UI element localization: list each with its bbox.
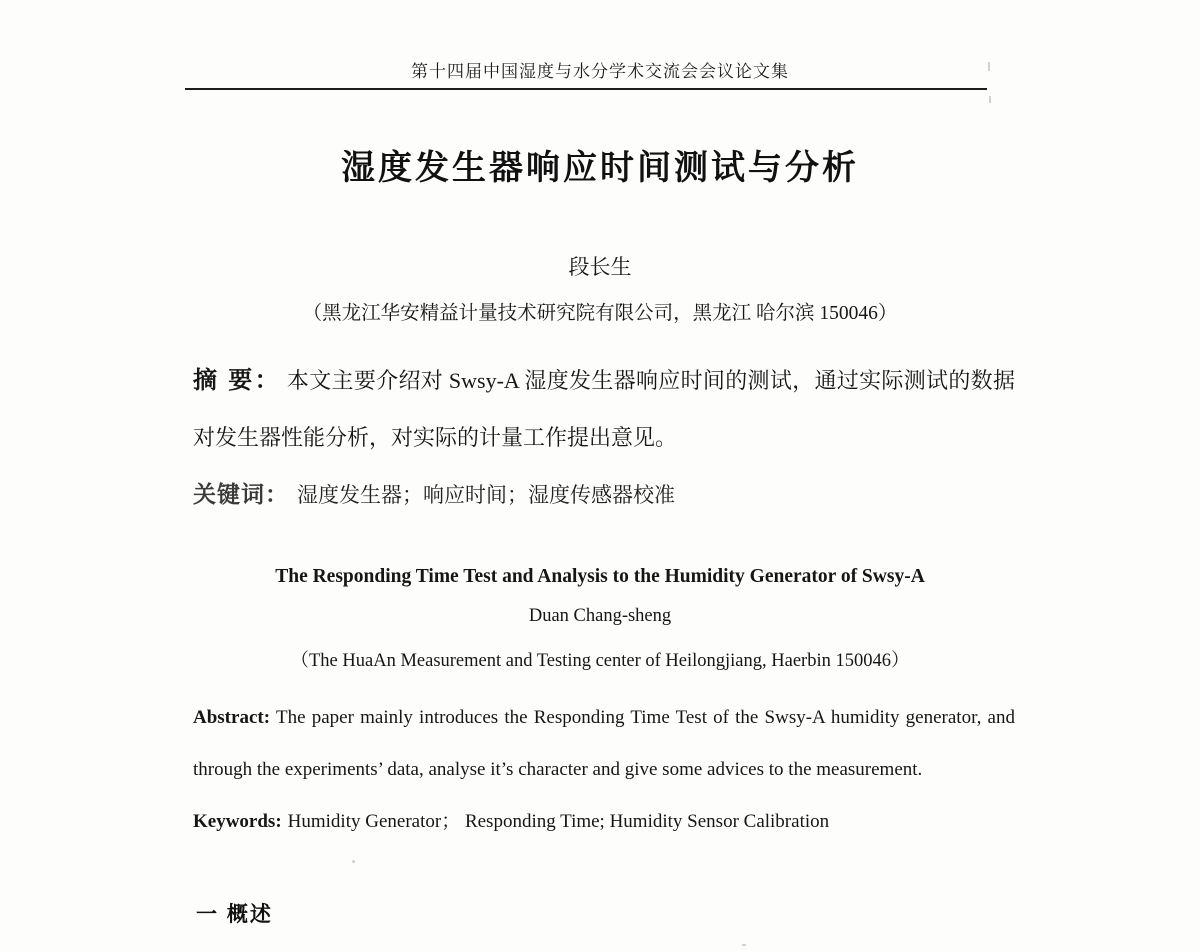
affiliation-english: （The HuaAn Measurement and Testing center of Heilongjiang, Haerbin 150046）	[290, 651, 910, 671]
keywords-english-label: Keywords:	[193, 811, 282, 832]
header-rule	[185, 88, 987, 90]
paper-title-chinese: 湿度发生器响应时间测试与分析	[341, 149, 859, 187]
keywords-english	[193, 796, 1015, 848]
abstract-english	[193, 692, 1015, 796]
keywords-english-text: Humidity Generator； Responding Time; Humidity Sensor Calibration	[287, 811, 830, 832]
affiliation-chinese: （黑龙江华安精益计量技术研究院有限公司，黑龙江 哈尔滨 150046）	[302, 303, 898, 324]
abstract-english-label: Abstract:	[193, 707, 271, 728]
author-chinese: 段长生	[568, 255, 632, 279]
scan-artifact	[742, 944, 746, 946]
abstract-chinese	[193, 352, 1015, 466]
keywords-chinese-text: 湿度发生器；响应时间；湿度传感器校准	[297, 483, 675, 507]
section-1-heading: 一 概述	[196, 903, 273, 926]
scan-artifact	[988, 62, 990, 71]
abstract-chinese-label: 摘 要：	[193, 367, 281, 394]
paper-title-english: The Responding Time Test and Analysis to the Humidity Generator of Swsy-A	[275, 566, 925, 587]
keywords-chinese	[193, 466, 1015, 524]
scan-artifact	[989, 96, 991, 103]
keywords-chinese-label: 关键词：	[193, 481, 289, 507]
scan-artifact	[352, 860, 355, 863]
author-english: Duan Chang-sheng	[528, 606, 672, 626]
abstract-chinese-text: 本文主要介绍对 Swsy-A 湿度发生器响应时间的测试，通过实际测试的数据对发生器性能分析，对实际的计量工作提出意见。	[193, 368, 1015, 450]
abstract-english-text: The paper mainly introduces the Responding Time Test of the Swsy-A humidity generator, and through the experiments’ data, analyse it’s character and give some advices to the measurement.	[193, 707, 1015, 780]
proceedings-header: 第十四届中国湿度与水分学术交流会会议论文集	[411, 62, 789, 81]
